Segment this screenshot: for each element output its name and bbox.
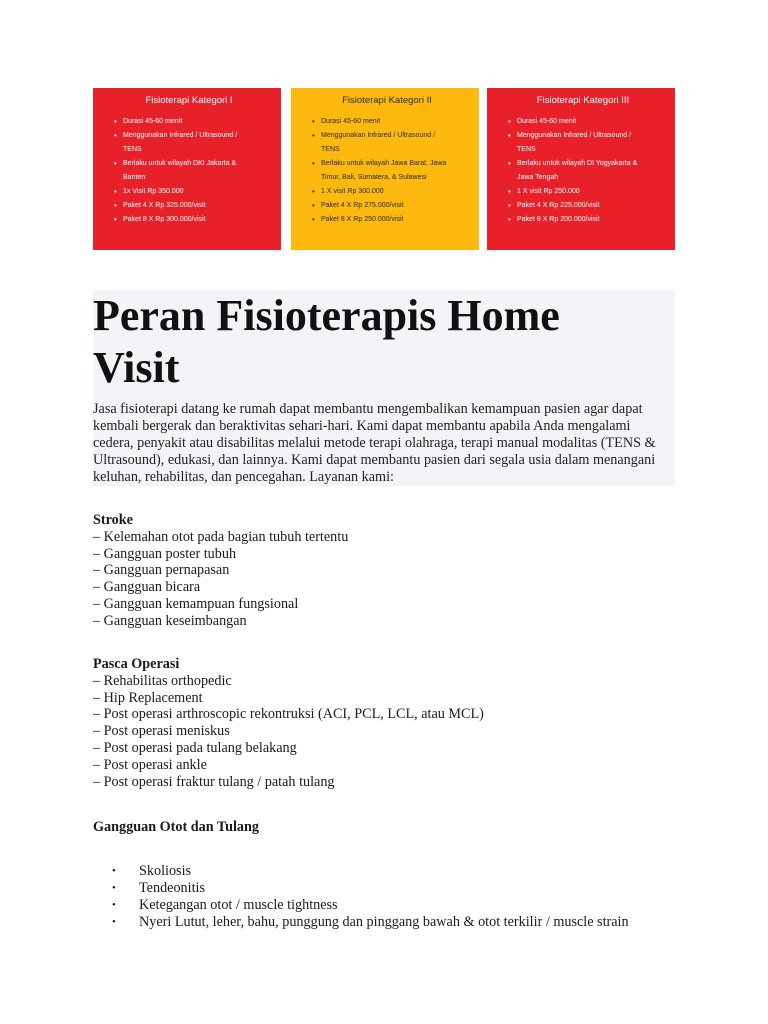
pasca-operasi-item: – Hip Replacement [93, 689, 203, 706]
gangguan-otot-item: • Nyeri Lutut, leher, bahu, punggung dan pinggang bawah & otot terkilir / muscle strain [112, 914, 629, 931]
intro-paragraph: Jasa fisioterapi datang ke rumah dapat membantu mengembalikan kemampuan pasien agar dapat kembali bergerak dan beraktivitas sehari-hari. Kami dapat membantu apabila Anda mengalami cedera, penyakit atau disabilitas melalui metode terapi olahraga, terapi manual modalitas (TENS & Ultrasound), edukasi, dan lainnya. Kami dapat membantu pasien dari segala usia dalam menangani keluhan, rehabilitas, dan pencegahan. Layanan kami: [93, 401, 656, 485]
card-feature-list [107, 115, 271, 227]
card-feature: • Paket 8 X Rp 250.000/visit [313, 213, 469, 227]
card-feature: • Berlaku untuk wilayah DKI Jakarta & [115, 157, 271, 171]
card-feature-list [305, 115, 469, 227]
card-feature: • Menggunakan Infrared / Ultrasound / [115, 129, 271, 143]
pricing-card-kategori-1 [93, 88, 281, 250]
card-feature: • Paket 8 X Rp 300.000/visit [115, 213, 271, 227]
card-feature-continuation: TENS [123, 146, 142, 153]
gangguan-otot-item: • Skoliosis [112, 863, 629, 880]
section-heading-stroke: Stroke [93, 512, 133, 528]
card-feature: • Paket 4 X Rp 275.000/visit [313, 199, 469, 213]
card-feature-continuation: TENS [517, 146, 536, 153]
pricing-card-kategori-2 [291, 88, 479, 250]
card-title: Fisioterapi Kategori I [145, 95, 233, 106]
gangguan-otot-list [112, 863, 629, 931]
pasca-operasi-item: – Post operasi arthroscopic rekontruksi (ACI, PCL, LCL, atau MCL) [93, 706, 484, 723]
stroke-item: – Gangguan keseimbangan [93, 612, 247, 629]
card-feature: • 1x Visit Rp 350.000 [115, 185, 271, 199]
card-feature-continuation: TENS [321, 146, 340, 153]
stroke-item: – Gangguan kemampuan fungsional [93, 595, 299, 612]
gangguan-otot-section [93, 819, 683, 836]
card-title: Fisioterapi Kategori III [536, 95, 630, 106]
card-feature: • Menggunakan Infrared / Ultrasound / [313, 129, 469, 143]
gangguan-otot-item: • Ketegangan otot / muscle tightness [112, 897, 629, 914]
card-feature: • Durasi 45-60 menit [313, 115, 469, 129]
card-title: Fisioterapi Kategori II [342, 95, 432, 106]
page-title: Peran Fisioterapis Home Visit [93, 291, 560, 392]
card-feature: • Berlaku untuk wilayah Jawa Barat, Jawa [313, 157, 469, 171]
card-feature: • Durasi 45-60 menit [115, 115, 271, 129]
gangguan-otot-item: • Tendeonitis [112, 880, 629, 897]
card-feature: • Paket 8 X Rp 200.000/visit [509, 213, 665, 227]
pasca-operasi-item: – Rehabilitas orthopedic [93, 672, 232, 689]
card-feature-continuation: Timur, Bali, Sumatera, & Sulawesi [321, 174, 427, 181]
pasca-operasi-item: – Post operasi pada tulang belakang [93, 739, 297, 756]
pasca-operasi-section [93, 656, 683, 790]
pasca-operasi-item: – Post operasi meniskus [93, 723, 230, 740]
section-heading-pasca-operasi: Pasca Operasi [93, 656, 180, 672]
stroke-item: – Kelemahan otot pada bagian tubuh tertentu [93, 528, 349, 545]
stroke-item: – Gangguan bicara [93, 579, 201, 596]
card-feature: • 1 X visit Rp 300.000 [313, 185, 469, 199]
card-feature-continuation: Banten [123, 174, 146, 181]
pasca-operasi-item: – Post operasi ankle [93, 756, 207, 773]
card-feature: • Paket 4 X Rp 225.000/visit [509, 199, 665, 213]
card-feature: • Paket 4 X Rp 325.000/visit [115, 199, 271, 213]
pasca-operasi-item: – Post operasi fraktur tulang / patah tulang [93, 773, 335, 790]
section-heading-gangguan-otot: Gangguan Otot dan Tulang [93, 819, 259, 835]
card-feature: • Menggunakan Infrared / Ultrasound / [509, 129, 665, 143]
card-feature-list [501, 115, 665, 227]
stroke-item: – Gangguan pernapasan [93, 562, 230, 579]
card-feature-continuation: Jawa Tengah [517, 174, 559, 181]
pricing-cards [93, 88, 675, 250]
pricing-card-kategori-3 [487, 88, 675, 250]
stroke-section [93, 512, 683, 630]
card-feature: • 1 X visit Rp 250.000 [509, 185, 665, 199]
card-feature: • Berlaku untuk wilayah DI Yogyakarta & [509, 157, 665, 171]
card-feature: • Durasi 45-60 menit [509, 115, 665, 129]
stroke-item: – Gangguan poster tubuh [93, 545, 237, 562]
